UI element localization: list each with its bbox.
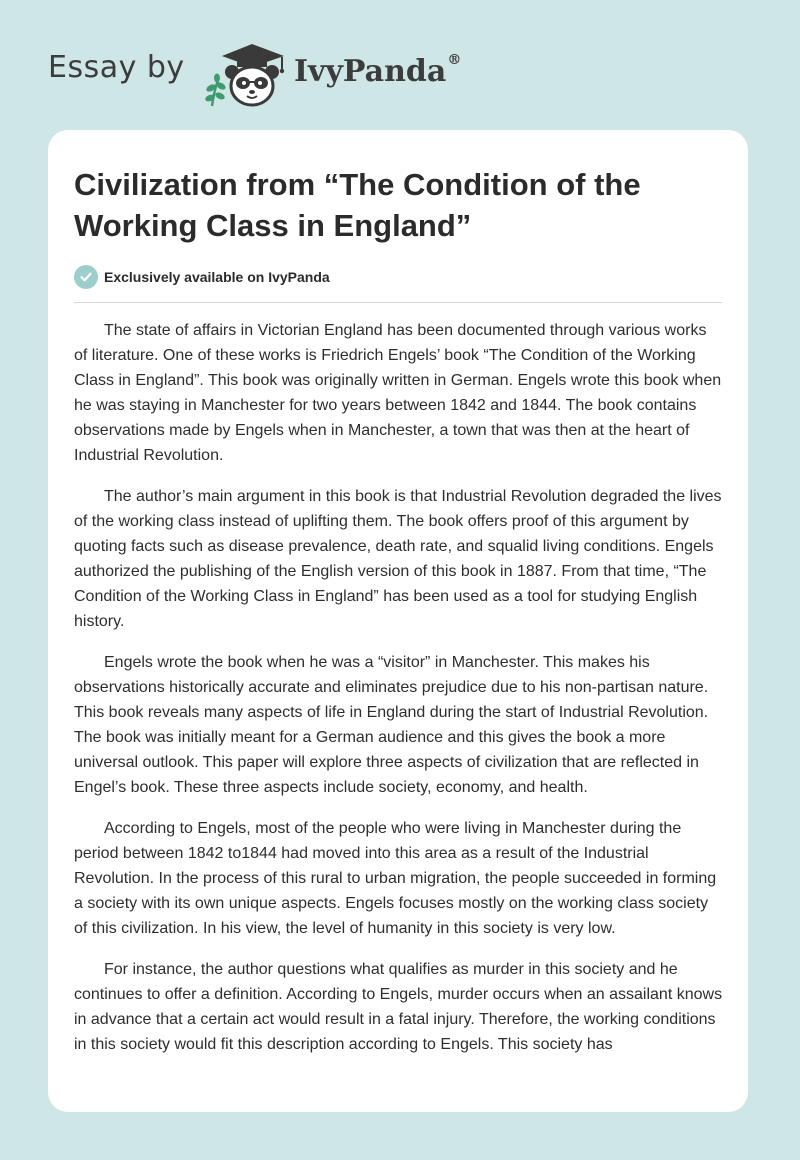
article-card — [48, 130, 748, 1112]
article-body — [74, 318, 724, 1073]
paragraph: For instance, the author questions what qualifies as murder in this society and he continues to offer a definition. According to Engels, murder occurs when an assailant knows in advance that a certain act would result in a fatal injury. Therefore, the working conditions in this society would fit this description according to Engels. This society has — [74, 961, 723, 1053]
check-circle-icon — [74, 265, 98, 289]
panda-graduate-logo-icon[interactable] — [202, 36, 292, 108]
paragraph: According to Engels, most of the people who were living in Manchester during the period between 1842 to1844 had moved into this area as a result of the Industrial Revolution. In the process of this rural to urban migration, the people succeeded in forming a society with its own unique aspects. Engels focuses mostly on the working class society of this civilization. In his view, the level of humanity in this society is very low. — [74, 820, 717, 937]
brand-label: IvyPanda — [294, 54, 447, 89]
paragraph: Engels wrote the book when he was a “visitor” in Manchester. This makes his observations historically accurate and eliminates prejudice due to his non-partisan nature. This book reveals many aspects of life in England during the start of Industrial Revolution. The book was initially meant for a German audience and this gives the book a more universal outlook. This paper will explore three aspects of civilization that are reflected in Engel’s book. These three aspects include society, economy, and health. — [74, 654, 709, 796]
exclusive-badge — [74, 264, 330, 290]
brand-name[interactable] — [294, 54, 461, 89]
article-title: Civilization from “The Condition of the Working Class in England” — [74, 167, 641, 243]
registered-mark: ® — [447, 52, 462, 68]
exclusive-badge-label: Exclusively available on IvyPanda — [104, 269, 330, 285]
paragraph: The state of affairs in Victorian England has been documented through various works of literature. One of these works is Friedrich Engels’ book “The Condition of the Working Class in England”. This book was originally written in German. Engels wrote this book when he was staying in Manchester for two years between 1842 and 1844. The book contains observations made by Engels when in Manchester, a town that was then at the heart of Industrial Revolution. — [74, 322, 722, 464]
title-divider — [74, 302, 722, 303]
essay-by-label: Essay by — [48, 50, 185, 85]
site-header — [48, 36, 548, 108]
paragraph: The author’s main argument in this book is that Industrial Revolution degraded the lives of the working class instead of uplifting them. The book offers proof of this argument by quoting facts such as disease prevalence, death rate, and squalid living conditions. Engels authorized the publishing of the English version of this book in 1887. From that time, “The Condition of the Working Class in England” has been used as a tool for studying English history. — [74, 488, 722, 630]
